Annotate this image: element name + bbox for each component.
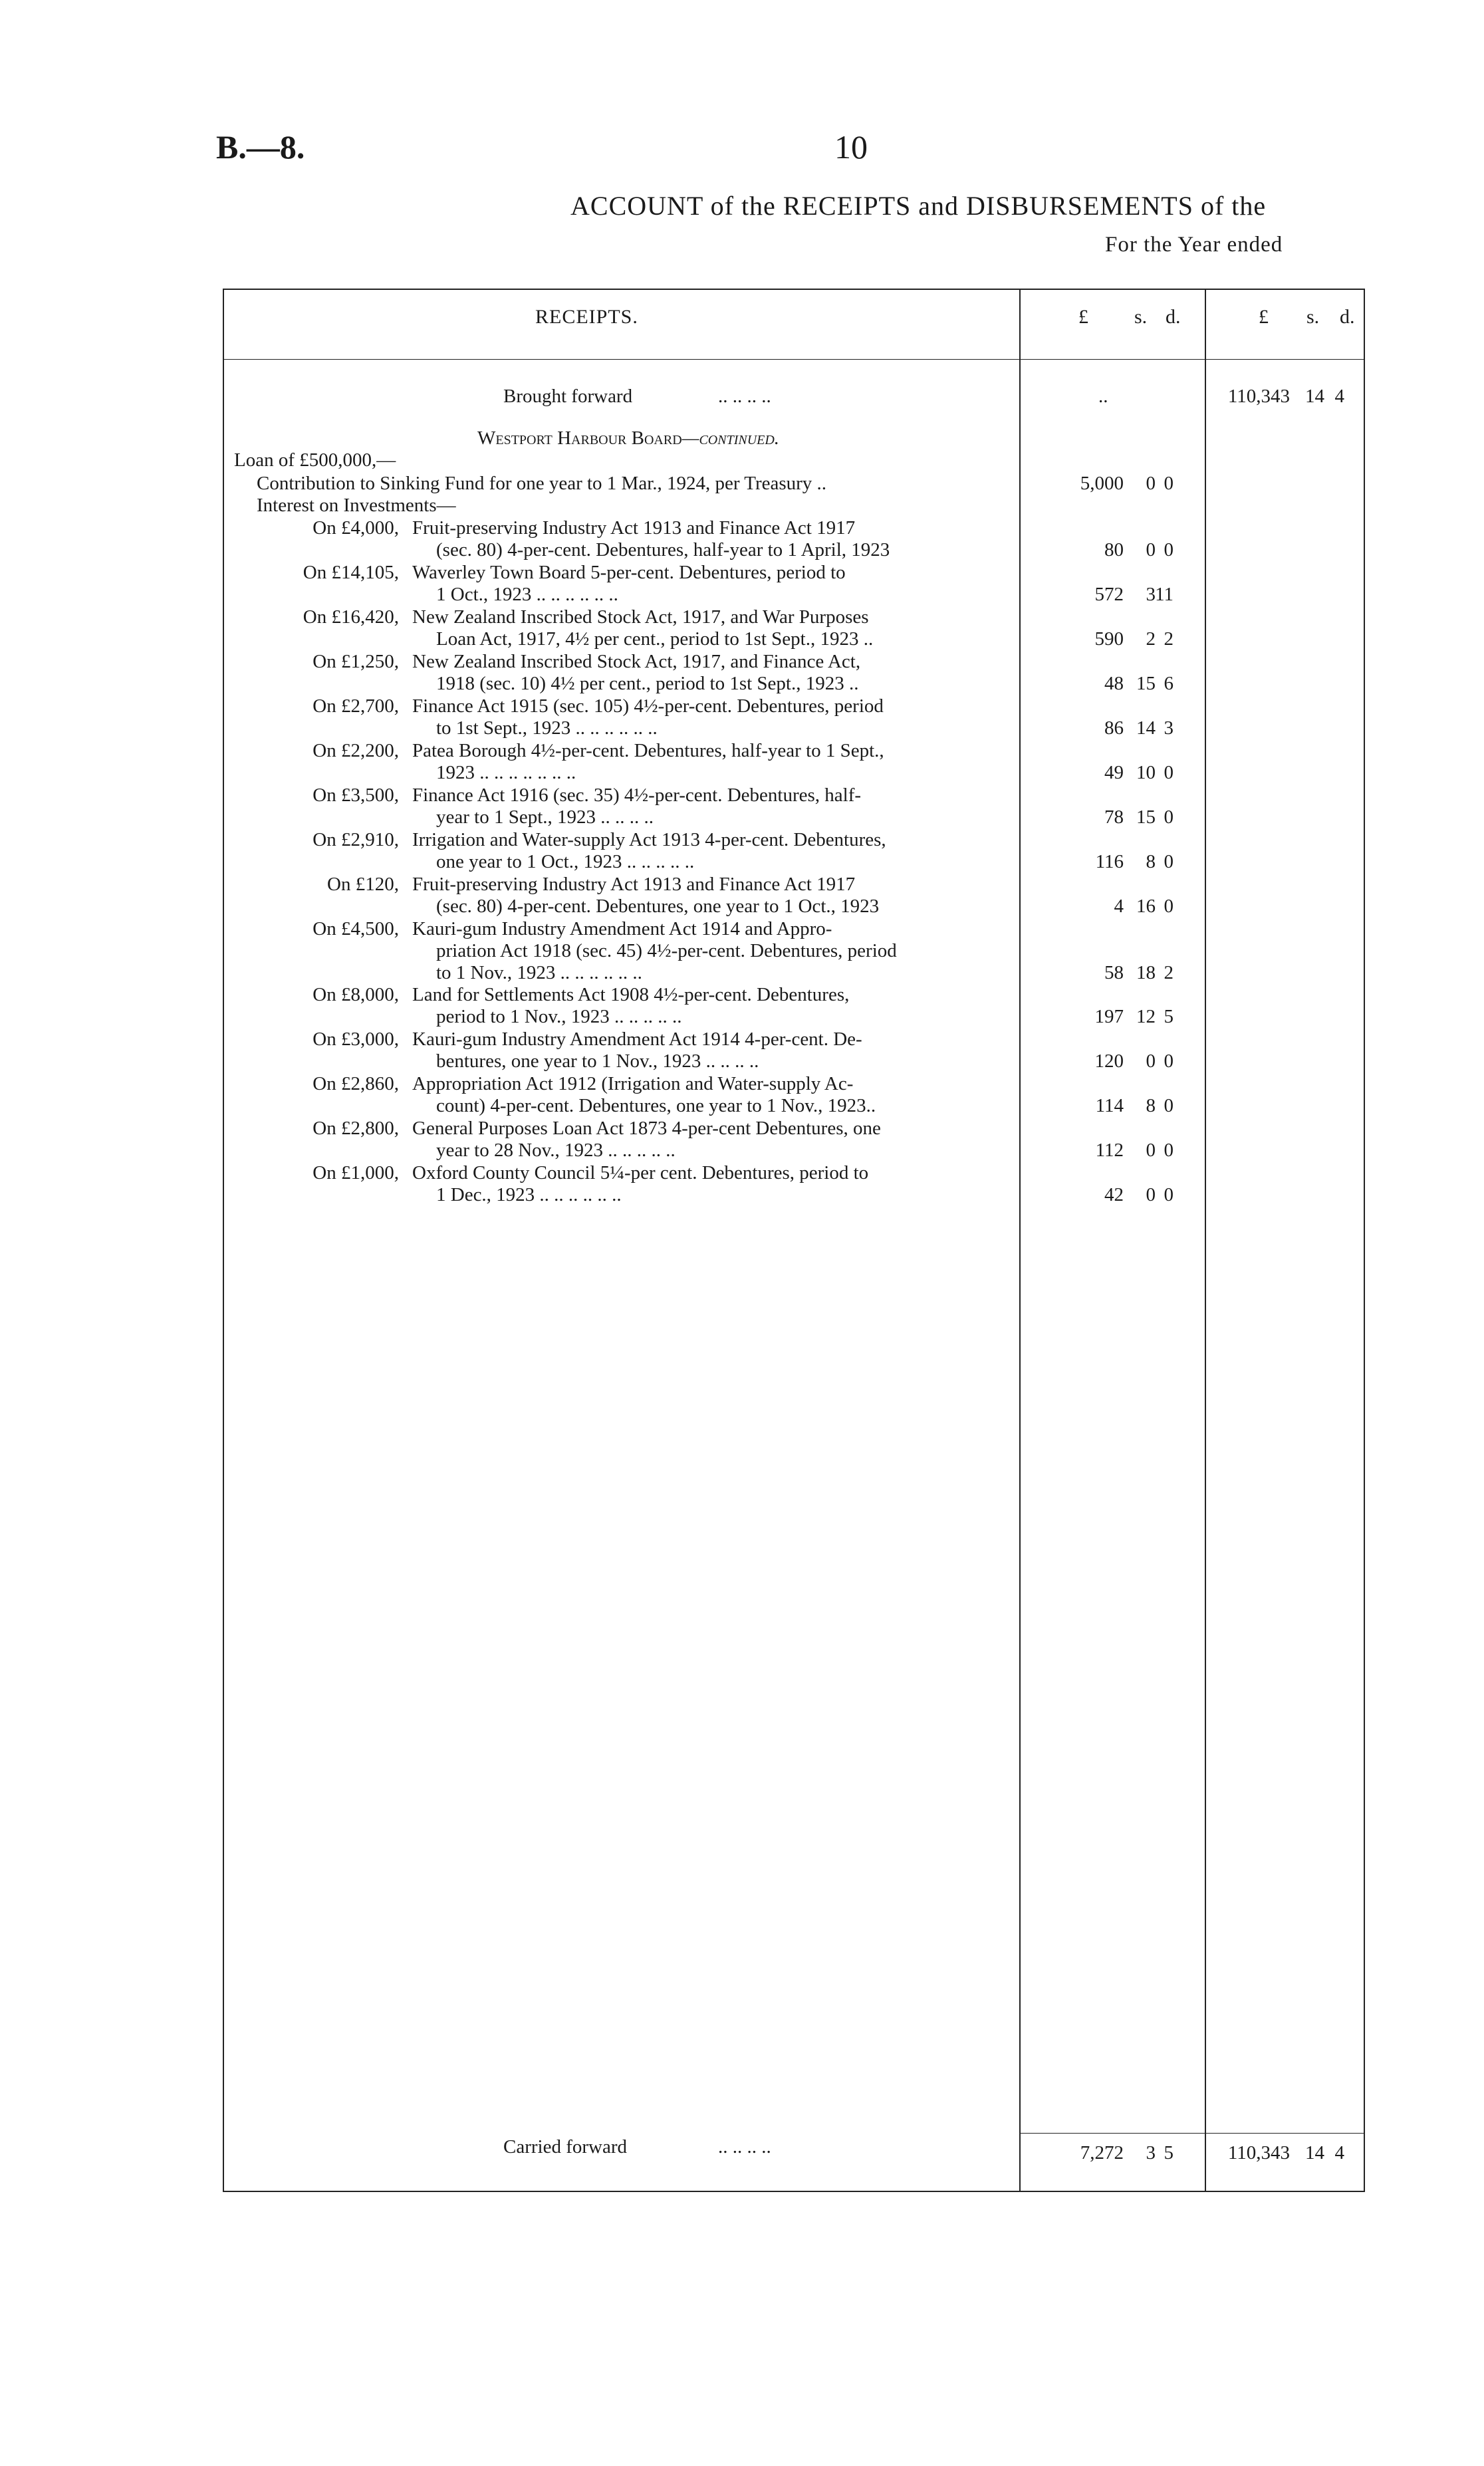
list-item-shillings: 15 xyxy=(1136,673,1156,694)
list-item-pence: 0 xyxy=(1164,896,1174,917)
list-item-line: year to 28 Nov., 1923 .. .. .. .. .. xyxy=(436,1140,676,1161)
list-item-pounds: 48 xyxy=(1104,673,1124,694)
list-item-line: (sec. 80) 4-per-cent. Debentures, half-year to 1 April, 1923 xyxy=(436,539,890,560)
list-item-shillings: 2 xyxy=(1146,628,1156,650)
list-item-lead: On £1,000, xyxy=(312,1162,399,1183)
list-item-lead: On £14,105, xyxy=(303,562,399,583)
carried-forward-col1-pence: 5 xyxy=(1164,2142,1174,2163)
list-item-line: bentures, one year to 1 Nov., 1923 .. .. .. .. xyxy=(436,1050,759,1072)
table-right-rule xyxy=(1364,289,1365,2191)
list-item-line: Irrigation and Water-supply Act 1913 4-per-cent. Debentures, xyxy=(412,829,886,850)
list-item-line: New Zealand Inscribed Stock Act, 1917, and War Purposes xyxy=(412,606,869,628)
carried-forward-col2-shillings: 14 xyxy=(1305,2142,1324,2163)
list-item-shillings: 0 xyxy=(1146,1050,1156,1072)
list-item-line: 1 Oct., 1923 .. .. .. .. .. .. xyxy=(436,584,618,605)
list-item-shillings: 3 xyxy=(1146,584,1156,605)
page-subtitle: For the Year ended xyxy=(1105,233,1283,257)
list-item-shillings: 8 xyxy=(1146,851,1156,872)
list-item-lead: On £2,700, xyxy=(312,695,399,717)
header-bottom-rule xyxy=(223,359,1365,360)
list-item-shillings: 8 xyxy=(1146,1095,1156,1116)
column-rule-2 xyxy=(1205,289,1206,2191)
list-item-lead: On £4,500, xyxy=(312,918,399,939)
list-item-line: to 1st Sept., 1923 .. .. .. .. .. .. xyxy=(436,717,658,739)
brought-forward-pounds: 110,343 xyxy=(1227,386,1290,407)
list-item-pence: 2 xyxy=(1164,628,1174,650)
col1-shillings-header: s. xyxy=(1134,306,1148,328)
list-item-line: Appropriation Act 1912 (Irrigation and Water-supply Ac- xyxy=(412,1073,854,1094)
list-item-pounds: 572 xyxy=(1094,584,1124,605)
list-item-line: Finance Act 1915 (sec. 105) 4½-per-cent. Debentures, period xyxy=(412,695,884,717)
list-item-pence: 0 xyxy=(1164,1140,1174,1161)
list-item-line: to 1 Nov., 1923 .. .. .. .. .. .. xyxy=(436,962,642,983)
list-item-pence: 6 xyxy=(1164,673,1174,694)
list-item-line: Waverley Town Board 5-per-cent. Debentures, period to xyxy=(412,562,846,583)
list-item-pounds: 80 xyxy=(1104,539,1124,560)
list-item-pounds: 116 xyxy=(1095,851,1124,872)
list-item-pounds: 114 xyxy=(1095,1095,1124,1116)
carried-forward-leaders: .. .. .. .. xyxy=(718,2136,771,2158)
brought-forward-col1: .. xyxy=(1098,386,1108,407)
carried-forward-col1-pounds: 7,272 xyxy=(1080,2142,1124,2163)
list-item-pence: 0 xyxy=(1164,1095,1174,1116)
col1-pence-header: d. xyxy=(1166,306,1181,328)
list-item-pounds: 4 xyxy=(1114,896,1124,917)
table-left-rule xyxy=(223,289,224,2191)
list-item-lead: On £4,000, xyxy=(312,517,399,539)
contribution-text: Contribution to Sinking Fund for one year to 1 Mar., 1924, per Treasury .. xyxy=(257,473,827,494)
list-item-shillings: 15 xyxy=(1136,806,1156,828)
list-item-pence: 11 xyxy=(1155,584,1174,605)
list-item-pounds: 42 xyxy=(1104,1184,1124,1205)
list-item-line: Finance Act 1916 (sec. 35) 4½-per-cent. Debentures, half- xyxy=(412,785,862,806)
contribution-shillings: 0 xyxy=(1146,473,1156,494)
brought-forward-leaders: .. .. .. .. xyxy=(718,386,771,407)
list-item-line: Fruit-preserving Industry Act 1913 and Finance Act 1917 xyxy=(412,874,856,895)
carried-forward-label: Carried forward xyxy=(503,2136,627,2158)
section-heading xyxy=(477,428,779,449)
list-item-pence: 0 xyxy=(1164,806,1174,828)
document-reference: B.—8. xyxy=(216,128,305,166)
brought-forward-pence: 4 xyxy=(1334,386,1344,407)
table-bottom-rule xyxy=(223,2191,1365,2192)
list-item-shillings: 12 xyxy=(1136,1006,1156,1027)
list-item-lead: On £2,200, xyxy=(312,740,399,761)
list-item-line: priation Act 1918 (sec. 45) 4½-per-cent. Debentures, period xyxy=(436,940,897,961)
list-item-line: Land for Settlements Act 1908 4½-per-cent. Debentures, xyxy=(412,984,850,1005)
list-item-pence: 0 xyxy=(1164,762,1174,783)
list-item-pounds: 197 xyxy=(1094,1006,1124,1027)
list-item-lead: On £3,000, xyxy=(312,1029,399,1050)
list-item-pounds: 78 xyxy=(1104,806,1124,828)
list-item-line: Oxford County Council 5¼-per cent. Debentures, period to xyxy=(412,1162,869,1183)
list-item-shillings: 18 xyxy=(1136,962,1156,983)
brought-forward-label: Brought forward xyxy=(503,386,633,407)
receipts-header: RECEIPTS. xyxy=(535,306,638,328)
list-item-pence: 5 xyxy=(1164,1006,1174,1027)
list-item-line: General Purposes Loan Act 1873 4-per-cent Debentures, one xyxy=(412,1118,881,1139)
contribution-pounds: 5,000 xyxy=(1080,473,1124,494)
column-rule-1 xyxy=(1019,289,1021,2191)
list-item-pence: 0 xyxy=(1164,851,1174,872)
list-item-line: (sec. 80) 4-per-cent. Debentures, one year to 1 Oct., 1923 xyxy=(436,896,880,917)
loan-heading: Loan of £500,000,— xyxy=(234,449,396,471)
section-heading-suffix: —continued. xyxy=(681,428,780,449)
list-item-line: Fruit-preserving Industry Act 1913 and Finance Act 1917 xyxy=(412,517,856,539)
list-item-pounds: 86 xyxy=(1104,717,1124,739)
section-heading-text: Westport Harbour Board xyxy=(477,428,682,449)
list-item-line: period to 1 Nov., 1923 .. .. .. .. .. xyxy=(436,1006,682,1027)
list-item-line: Kauri-gum Industry Amendment Act 1914 4-per-cent. De- xyxy=(412,1029,862,1050)
list-item-pounds: 58 xyxy=(1104,962,1124,983)
list-item-lead: On £8,000, xyxy=(312,984,399,1005)
list-item-lead: On £2,860, xyxy=(312,1073,399,1094)
page-number: 10 xyxy=(834,128,868,166)
contribution-pence: 0 xyxy=(1164,473,1174,494)
list-item-line: 1923 .. .. .. .. .. .. .. xyxy=(436,762,576,783)
list-item-lead: On £1,250, xyxy=(312,651,399,672)
list-item-line: count) 4-per-cent. Debentures, one year to 1 Nov., 1923.. xyxy=(436,1095,876,1116)
list-item-line: New Zealand Inscribed Stock Act, 1917, and Finance Act, xyxy=(412,651,861,672)
list-item-line: Patea Borough 4½-per-cent. Debentures, half-year to 1 Sept., xyxy=(412,740,884,761)
list-item-pounds: 120 xyxy=(1094,1050,1124,1072)
list-item-pence: 2 xyxy=(1164,962,1174,983)
list-item-shillings: 0 xyxy=(1146,1184,1156,1205)
col2-pence-header: d. xyxy=(1340,306,1355,328)
total-top-rule xyxy=(1019,2133,1365,2134)
list-item-pence: 3 xyxy=(1164,717,1174,739)
col2-pounds-header: £ xyxy=(1259,306,1269,328)
list-item-shillings: 10 xyxy=(1136,762,1156,783)
list-item-pence: 0 xyxy=(1164,539,1174,560)
list-item-pounds: 49 xyxy=(1104,762,1124,783)
list-item-pounds: 590 xyxy=(1094,628,1124,650)
list-item-pounds: 112 xyxy=(1095,1140,1124,1161)
brought-forward-shillings: 14 xyxy=(1305,386,1324,407)
list-item-shillings: 16 xyxy=(1136,896,1156,917)
list-item-line: year to 1 Sept., 1923 .. .. .. .. xyxy=(436,806,654,828)
col2-shillings-header: s. xyxy=(1306,306,1320,328)
list-item-line: 1918 (sec. 10) 4½ per cent., period to 1st Sept., 1923 .. xyxy=(436,673,859,694)
list-item-shillings: 14 xyxy=(1136,717,1156,739)
list-item-lead: On £16,420, xyxy=(303,606,399,628)
list-item-shillings: 0 xyxy=(1146,1140,1156,1161)
list-item-lead: On £120, xyxy=(327,874,399,895)
list-item-line: Kauri-gum Industry Amendment Act 1914 and Appro- xyxy=(412,918,832,939)
list-item-line: 1 Dec., 1923 .. .. .. .. .. .. xyxy=(436,1184,622,1205)
list-item-pence: 0 xyxy=(1164,1050,1174,1072)
list-item-lead: On £2,800, xyxy=(312,1118,399,1139)
list-item-pence: 0 xyxy=(1164,1184,1174,1205)
carried-forward-col2-pounds: 110,343 xyxy=(1227,2142,1290,2163)
list-item-line: one year to 1 Oct., 1923 .. .. .. .. .. xyxy=(436,851,695,872)
table-top-rule xyxy=(223,289,1365,290)
interest-heading: Interest on Investments— xyxy=(257,495,456,516)
col1-pounds-header: £ xyxy=(1078,306,1088,328)
list-item-shillings: 0 xyxy=(1146,539,1156,560)
list-item-lead: On £2,910, xyxy=(312,829,399,850)
list-item-lead: On £3,500, xyxy=(312,785,399,806)
carried-forward-col2-pence: 4 xyxy=(1334,2142,1344,2163)
list-item-line: Loan Act, 1917, 4½ per cent., period to 1st Sept., 1923 .. xyxy=(436,628,874,650)
carried-forward-col1-shillings: 3 xyxy=(1146,2142,1156,2163)
page-title: ACCOUNT of the RECEIPTS and DISBURSEMENTS of the xyxy=(570,191,1267,221)
